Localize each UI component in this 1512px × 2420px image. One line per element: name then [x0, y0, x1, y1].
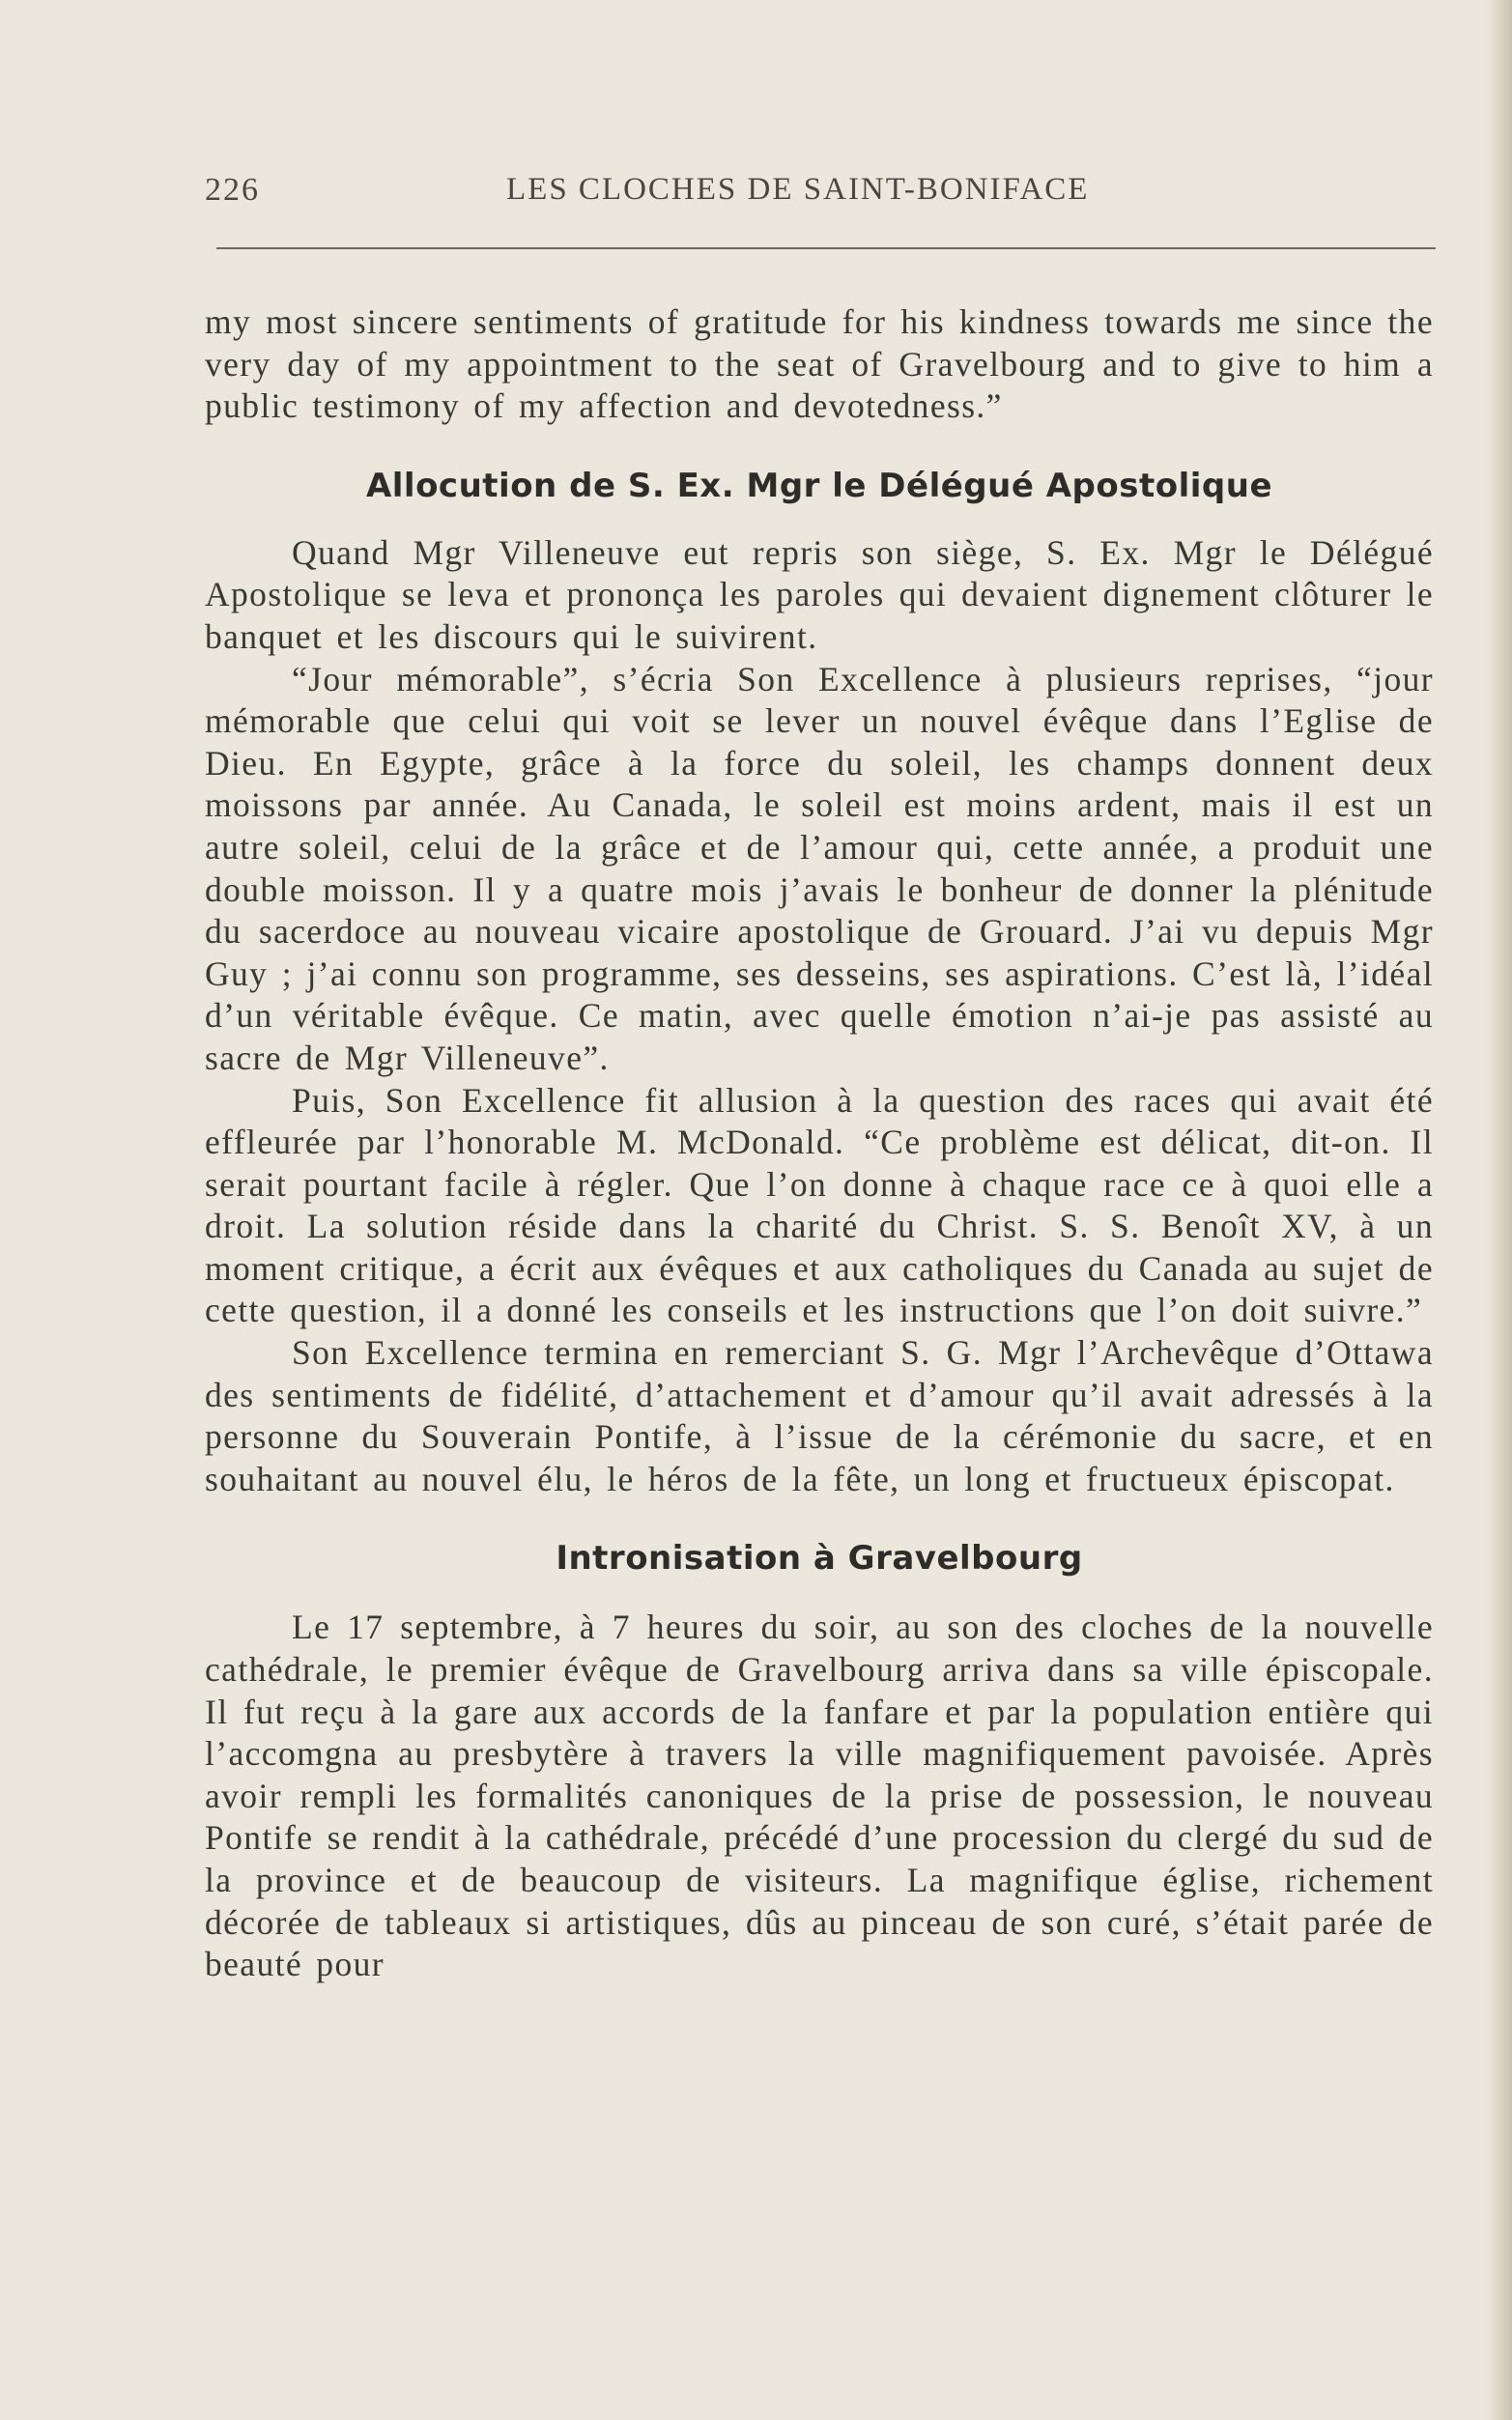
paragraph-quand: Quand Mgr Villeneuve eut repris son siège, S. Ex. Mgr le Délégué Apostolique se leva et prononça les paroles qui devaient dignement clôturer le banquet et les discours qui le suivirent. [205, 532, 1434, 656]
paragraph-le-17-septembre: Le 17 septembre, à 7 heures du soir, au son des cloches de la nouvelle cathédrale, le premier évêque de Gravelbourg arriva dans sa ville épiscopale. Il fut reçu à la gare aux accords de la fanfare et par la population entière qui l’accomgna au presbytère à travers la ville magnifiquement pavoisée. Après avoir rempli les formalités canoniques de la prise de possession, le nouveau Pontife se rendit à la cathédrale, précédé d’une procession du clergé du sud de la province et de beaucoup de visiteurs. La magnifique église, richement décorée de tableaux si artistiques, dûs au pinceau de son curé, s’était parée de beauté pour [205, 1608, 1434, 1984]
running-title: LES CLOCHES DE SAINT-BONIFACE [506, 172, 1090, 207]
paragraph-son-excellence: Son Excellence termina en remerciant S. G. Mgr l’Archevêque d’Ottawa des sentiments de fidélité, d’attachement et d’amour qu’il avait adressés à la personne du Souverain Pontife, à l’issue de la cérémonie du sacre, et en souhaitant au nouvel élu, le héros de la fête, un long et fructueux épiscopat. [205, 1333, 1434, 1498]
page-edge-shadow [1487, 0, 1512, 2420]
page-header [205, 172, 1435, 220]
paragraph-puis: Puis, Son Excellence fit allusion à la question des races qui avait été effleurée par l’honorable M. McDonald. “Ce problème est délicat, dit-on. Il serait pourtant facile à régler. Que l’on donne à chaque race ce à quoi elle a droit. La solution réside dans la charité du Christ. S. S. Benoît XV, à un moment critique, a écrit aux évêques et aux catholiques du Canada au sujet de cette question, il a donné les conseils et les instructions que l’on doit suivre.” [205, 1080, 1434, 1330]
section-heading-allocution: Allocution de S. Ex. Mgr le Délégué Apostolique [365, 466, 1273, 505]
section-heading-intronisation: Intronisation à Gravelbourg [556, 1539, 1083, 1579]
page-body [205, 301, 1434, 1986]
paragraph-opening: my most sincere sentiments of gratitude for his kindness towards me since the very day of my appointment to the seat of Gravelbourg and to give to him a public testimony of my affection and devotedness.” [205, 302, 1434, 426]
paragraph-jour-memorable: “Jour mémorable”, s’écria Son Excellence à plusieurs reprises, “jour mémorable que celui qui voit se lever un nouvel évêque dans l’Eglise de Dieu. En Egypte, grâce à la force du soleil, les champs donnent deux moissons par année. Au Canada, le soleil est moins ardent, mais il est un autre soleil, celui de la grâce et de l’amour qui, cette année, a produit une double moisson. Il y a quatre mois j’avais le bonheur de donner la plénitude du sacerdoce au nouveau vicaire apostolique de Grouard. J’ai vu depuis Mgr Guy ; j’ai connu son programme, ses desseins, ses aspirations. C’est là, l’idéal d’un véritable évêque. Ce matin, avec quelle émotion n’ai-je pas assisté au sacre de Mgr Villeneuve”. [205, 659, 1434, 1077]
page-number: 226 [205, 172, 260, 208]
header-rule [216, 247, 1436, 249]
